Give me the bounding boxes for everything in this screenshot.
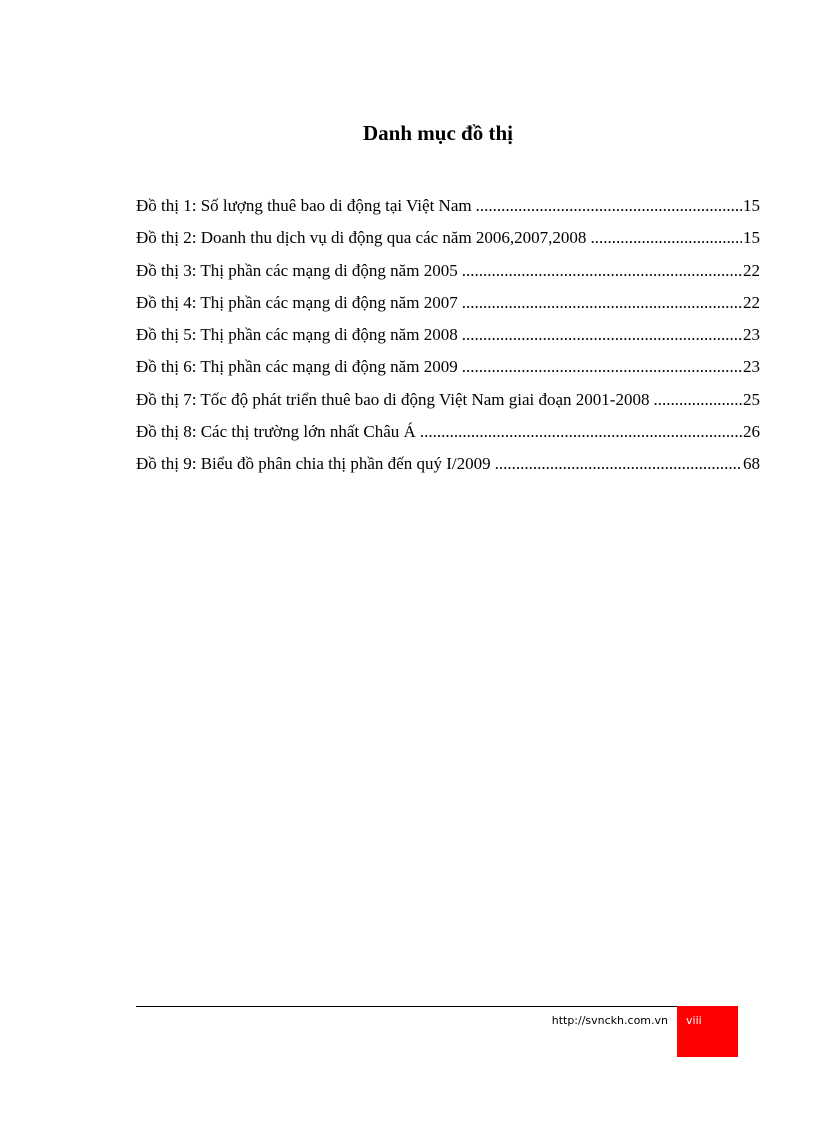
toc-entry-page: 15: [743, 228, 760, 248]
footer-divider: [136, 1006, 738, 1007]
toc-entry-page: 25: [743, 389, 760, 409]
toc-entry-title: Đồ thị 9: Biểu đồ phân chia thị phần đến quý I/2009: [136, 454, 491, 474]
toc-entry-title: Đồ thị 3: Thị phần các mạng di động năm 2005: [136, 260, 458, 280]
footer-page-badge: [677, 1006, 738, 1057]
footer-page-number: viii: [686, 1014, 702, 1027]
toc-entry[interactable]: [136, 420, 760, 452]
toc-entry[interactable]: [136, 388, 760, 420]
page-title: Danh mục đồ thị: [363, 121, 513, 145]
toc-dot-leader: [462, 355, 742, 379]
toc-entry[interactable]: [136, 323, 760, 355]
toc-entry-page: 22: [743, 260, 760, 280]
toc-dot-leader: [462, 323, 742, 347]
toc-entry[interactable]: [136, 355, 760, 387]
toc-dot-leader: [653, 388, 742, 412]
list-of-figures: [136, 194, 760, 485]
toc-entry-page: 68: [743, 454, 760, 474]
toc-entry-title: Đồ thị 4: Thị phần các mạng di động năm 2007: [136, 292, 458, 312]
toc-entry-title: Đồ thị 8: Các thị trường lớn nhất Châu Á: [136, 422, 416, 442]
toc-entry-page: 26: [743, 422, 760, 442]
toc-entry[interactable]: [136, 452, 760, 484]
toc-entry[interactable]: [136, 226, 760, 258]
toc-entry-title: Đồ thị 1: Số lượng thuê bao di động tại Việt Nam: [136, 196, 472, 215]
toc-entry[interactable]: [136, 259, 760, 291]
toc-entry-title: Đồ thị 2: Doanh thu dịch vụ di động qua các năm 2006,2007,2008: [136, 228, 587, 248]
toc-entry-title: Đồ thị 5: Thị phần các mạng di động năm 2008: [136, 325, 458, 345]
toc-entry[interactable]: [136, 291, 760, 323]
toc-entry-page: 23: [743, 325, 760, 345]
toc-entry-page: 15: [743, 196, 760, 215]
toc-entry[interactable]: [136, 194, 760, 226]
toc-entry-title: Đồ thị 6: Thị phần các mạng di động năm 2009: [136, 357, 458, 377]
toc-dot-leader: [495, 452, 742, 476]
toc-dot-leader: [476, 194, 742, 218]
toc-dot-leader: [462, 291, 742, 315]
footer-url[interactable]: http://svnckh.com.vn: [551, 1014, 668, 1027]
toc-dot-leader: [590, 226, 742, 250]
toc-entry-page: 23: [743, 357, 760, 377]
toc-entry-page: 22: [743, 292, 760, 312]
toc-dot-leader: [420, 420, 742, 444]
toc-entry-title: Đồ thị 7: Tốc độ phát triển thuê bao di động Việt Nam giai đoạn 2001-2008: [136, 389, 650, 409]
toc-dot-leader: [462, 259, 742, 283]
